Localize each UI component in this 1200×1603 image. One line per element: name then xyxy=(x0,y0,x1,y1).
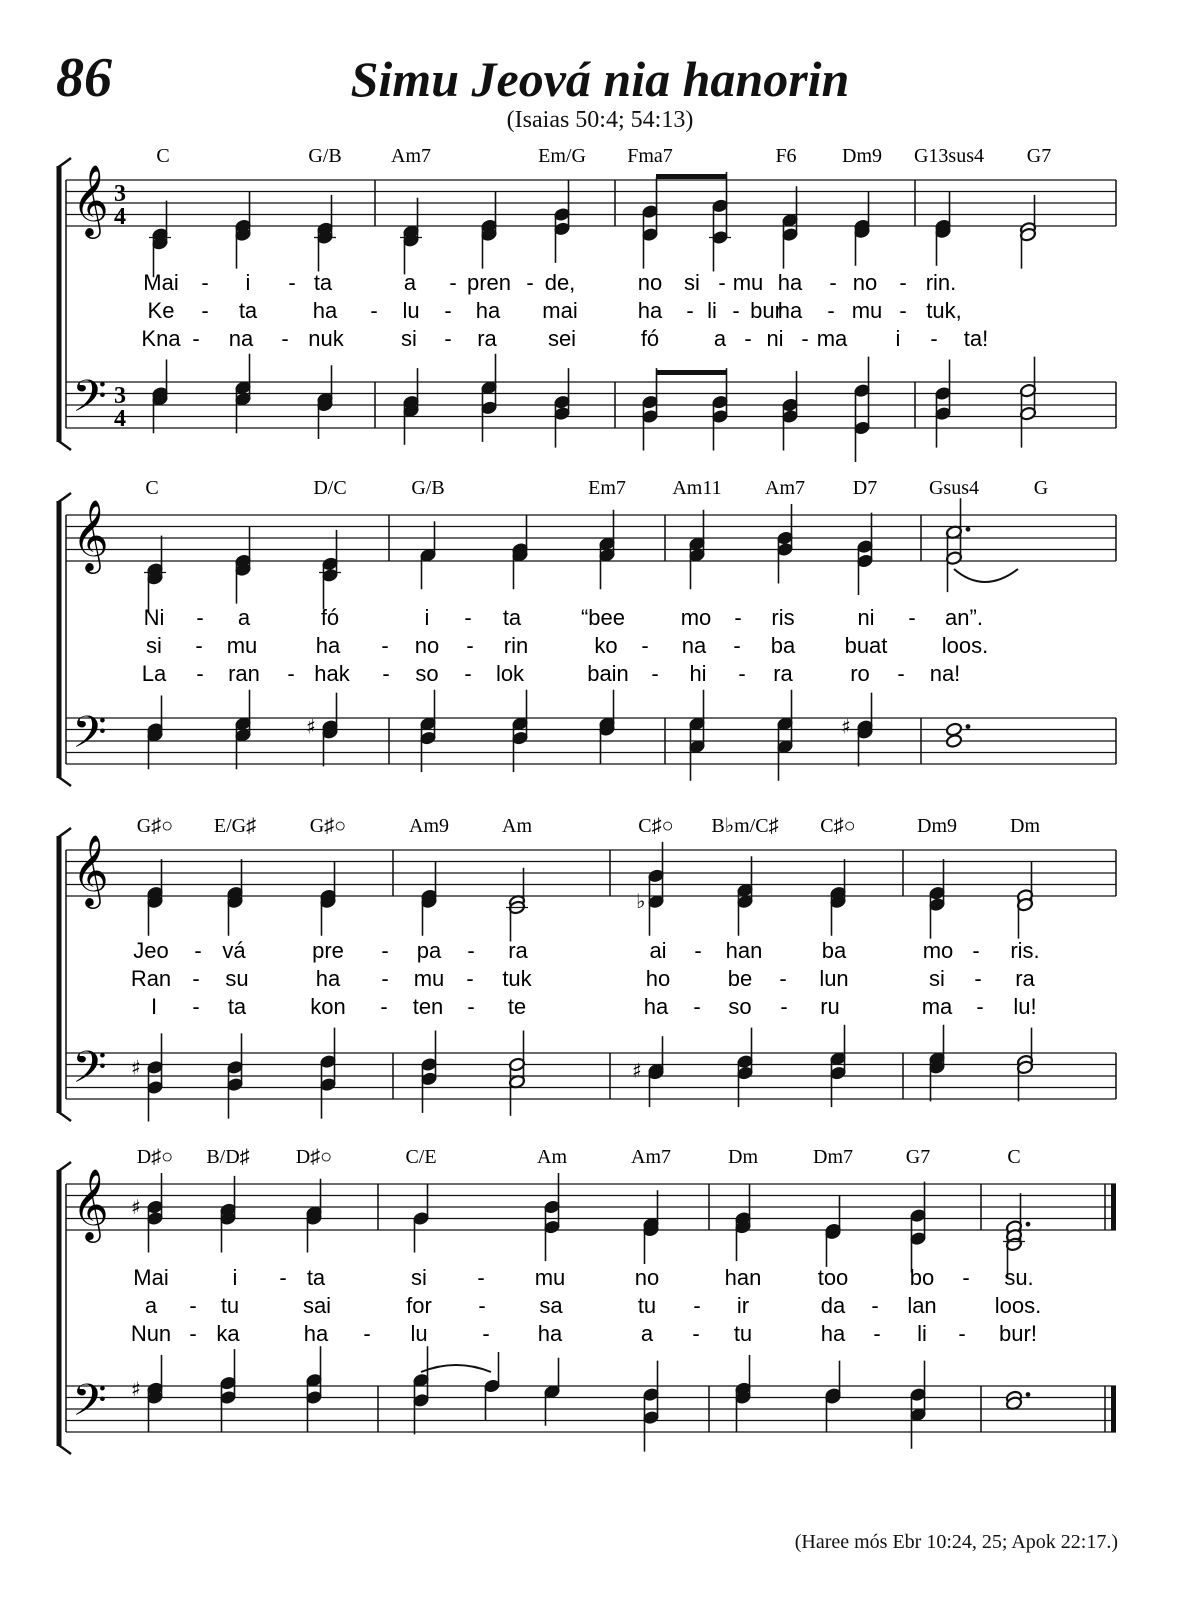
lyric-syllable: ha xyxy=(315,966,341,991)
lyric-syllable: ka xyxy=(216,1321,240,1346)
chord-symbol: Dm7 xyxy=(813,1146,853,1168)
lyric-hyphen: - xyxy=(976,994,984,1019)
lyric-syllable: hak xyxy=(314,661,350,686)
lyric-syllable: loos. xyxy=(994,1293,1042,1318)
lyric-hyphen: - xyxy=(686,298,694,323)
lyric-hyphen: - xyxy=(692,1321,700,1346)
lyric-syllable: ru xyxy=(820,994,840,1019)
chord-symbol: C♯○ xyxy=(638,815,674,837)
lyric-syllable: na xyxy=(681,633,707,658)
lyric-syllable: han xyxy=(724,1265,762,1290)
sharp-icon: ♯ xyxy=(632,1058,642,1083)
lyric-syllable: si xyxy=(684,270,700,295)
lyric-syllable: Ni xyxy=(143,605,165,630)
lyric-syllable: lu xyxy=(402,298,420,323)
bass-clef-icon: 𝄢 xyxy=(72,370,107,433)
lyric-hyphen: - xyxy=(189,1293,197,1318)
lyric-hyphen: - xyxy=(467,938,475,963)
lyric-syllable: de, xyxy=(544,270,576,295)
lyric-syllable: su xyxy=(225,966,249,991)
lyric-hyphen: - xyxy=(651,661,659,686)
lyric-syllable: sai xyxy=(302,1293,332,1318)
chord-symbol: Dm xyxy=(728,1146,758,1168)
lyric-syllable: a xyxy=(640,1321,654,1346)
song-title: Simu Jeová nia hanorin xyxy=(350,51,850,107)
augmentation-dot xyxy=(1026,1222,1031,1227)
lyric-hyphen: - xyxy=(287,661,295,686)
lyric-syllable: ta! xyxy=(963,326,989,351)
lyric-syllable: bur xyxy=(750,298,782,323)
lyric-syllable: na xyxy=(228,326,254,351)
bracket-hook xyxy=(57,776,71,786)
lyric-syllable: mo xyxy=(680,605,712,630)
lyric-syllable: “bee xyxy=(580,605,626,630)
lyric-syllable: bain xyxy=(587,661,629,686)
lyric-hyphen: - xyxy=(467,994,475,1019)
bass-clef-icon: 𝄢 xyxy=(72,706,107,769)
lyric-syllable: ha xyxy=(820,1321,846,1346)
lyric-syllable: mai xyxy=(542,298,578,323)
lyric-syllable: mo xyxy=(922,938,954,963)
lyric-syllable: lok xyxy=(495,661,525,686)
lyric-syllable: ro xyxy=(850,661,870,686)
flat-icon: ♭ xyxy=(636,888,646,913)
lyric-hyphen: - xyxy=(526,270,534,295)
lyric-hyphen: - xyxy=(779,966,787,991)
lyric-hyphen: - xyxy=(381,938,389,963)
lyric-hyphen: - xyxy=(801,326,809,351)
chord-symbol: G13sus4 xyxy=(913,145,985,167)
song-number: 86 xyxy=(56,47,112,109)
lyric-syllable: ha xyxy=(303,1321,329,1346)
chord-symbol: Dm9 xyxy=(917,815,957,837)
lyric-syllable: rin. xyxy=(925,270,957,295)
lyric-hyphen: - xyxy=(288,270,296,295)
chord-symbol: Am xyxy=(502,815,532,837)
lyric-syllable: si xyxy=(929,966,945,991)
lyric-hyphen: - xyxy=(899,270,907,295)
lyric-syllable: ta xyxy=(238,298,258,323)
lyric-syllable: ha xyxy=(777,298,803,323)
bass-clef-icon: 𝄢 xyxy=(72,1374,107,1437)
chord-symbol: C/E xyxy=(405,1146,437,1168)
lyric-hyphen: - xyxy=(196,605,204,630)
lyric-hyphen: - xyxy=(195,633,203,658)
chord-symbol: Am7 xyxy=(765,477,805,499)
chord-symbol: G/B xyxy=(308,145,342,167)
chord-symbol: Dm xyxy=(1010,815,1040,837)
chord-symbol: Em7 xyxy=(588,477,626,499)
sharp-icon: ♯ xyxy=(131,1376,141,1401)
final-barline xyxy=(1111,1386,1116,1432)
lyric-hyphen: - xyxy=(381,966,389,991)
lyric-syllable: pa xyxy=(416,938,442,963)
chord-symbol: D♯○ xyxy=(295,1146,333,1168)
treble-clef-icon: 𝄞 xyxy=(72,163,109,236)
lyric-hyphen: - xyxy=(694,938,702,963)
lyric-syllable: tu xyxy=(220,1293,240,1318)
sharp-icon: ♯ xyxy=(131,1195,141,1219)
chord-symbol: Fma7 xyxy=(627,145,673,167)
lyric-syllable: ha xyxy=(537,1321,563,1346)
lyric-syllable: ba xyxy=(770,633,796,658)
lyric-syllable: sei xyxy=(547,326,577,351)
lyric-hyphen: - xyxy=(827,298,835,323)
lyric-hyphen: - xyxy=(201,298,209,323)
lyric-syllable: kon xyxy=(310,994,346,1019)
lyric-syllable: li xyxy=(707,298,717,323)
lyric-syllable: sa xyxy=(539,1293,563,1318)
lyric-hyphen: - xyxy=(930,326,938,351)
lyric-hyphen: - xyxy=(962,1265,970,1290)
chord-symbol: Gsus4 xyxy=(928,477,980,499)
lyric-hyphen: - xyxy=(444,298,452,323)
lyric-hyphen: - xyxy=(382,661,390,686)
lyric-syllable: su. xyxy=(1004,1265,1034,1290)
lyric-hyphen: - xyxy=(279,1265,287,1290)
lyric-syllable: i xyxy=(245,270,251,295)
treble-clef-icon: 𝄞 xyxy=(72,1167,109,1240)
treble-time-signature-top: 3 xyxy=(114,181,126,207)
lyric-syllable: ko xyxy=(594,633,618,658)
lyric-syllable: fó xyxy=(640,326,660,351)
lyric-syllable: fó xyxy=(320,605,340,630)
lyric-syllable: ir xyxy=(736,1293,750,1318)
lyric-syllable: mu xyxy=(534,1265,566,1290)
footer-references: (Haree mós Ebr 10:24, 25; Apok 22:17.) xyxy=(794,1531,1118,1553)
lyric-syllable: a xyxy=(144,1293,158,1318)
lyric-hyphen: - xyxy=(899,298,907,323)
lyric-syllable: ha xyxy=(475,298,501,323)
lyric-syllable: Jeo xyxy=(133,938,169,963)
beam xyxy=(656,174,726,179)
lyric-syllable: a xyxy=(237,605,251,630)
treble-clef-icon: 𝄞 xyxy=(72,498,109,571)
lyric-syllable: for xyxy=(406,1293,432,1318)
chord-symbol: G♯○ xyxy=(136,815,174,837)
lyric-syllable: hi xyxy=(689,661,707,686)
lyric-syllable: tu xyxy=(637,1293,657,1318)
lyric-hyphen: - xyxy=(192,966,200,991)
lyric-syllable: Mai xyxy=(133,1265,169,1290)
lyric-hyphen: - xyxy=(718,270,726,295)
lyric-syllable: ha xyxy=(312,298,338,323)
lyric-hyphen: - xyxy=(972,938,980,963)
tie xyxy=(954,569,1018,582)
chord-symbol: D♯○ xyxy=(136,1146,174,1168)
lyric-syllable: nuk xyxy=(308,326,344,351)
lyric-syllable: ni xyxy=(766,326,784,351)
chord-symbol: Am xyxy=(537,1146,567,1168)
lyric-syllable: mu xyxy=(732,270,764,295)
lyric-hyphen: - xyxy=(478,1293,486,1318)
lyric-hyphen: - xyxy=(871,1293,879,1318)
lyric-hyphen: - xyxy=(477,1265,485,1290)
chord-symbol: E/G♯ xyxy=(213,815,257,837)
lyric-hyphen: - xyxy=(466,966,474,991)
chord-symbol: C♯○ xyxy=(820,815,856,837)
lyric-hyphen: - xyxy=(908,605,916,630)
lyric-syllable: i xyxy=(232,1265,238,1290)
lyric-syllable: rin xyxy=(503,633,529,658)
lyric-syllable: ten xyxy=(412,994,444,1019)
sharp-icon: ♯ xyxy=(306,714,316,739)
lyric-syllable: no xyxy=(634,1265,660,1290)
lyric-hyphen: - xyxy=(444,326,452,351)
lyric-syllable: loos. xyxy=(941,633,989,658)
lyric-syllable: li xyxy=(917,1321,927,1346)
bracket-hook xyxy=(57,440,71,450)
lyric-hyphen: - xyxy=(734,605,742,630)
lyric-syllable: ha xyxy=(315,633,341,658)
augmentation-dot xyxy=(1026,1392,1031,1397)
lyric-hyphen: - xyxy=(370,298,378,323)
lyric-hyphen: - xyxy=(192,326,200,351)
chord-symbol: Am11 xyxy=(672,477,722,499)
lyric-hyphen: - xyxy=(733,633,741,658)
bass-clef-icon: 𝄢 xyxy=(72,1041,107,1104)
lyric-syllable: te xyxy=(507,994,527,1019)
lyric-hyphen: - xyxy=(873,1321,881,1346)
lyric-syllable: pren xyxy=(466,270,512,295)
lyric-syllable: a xyxy=(403,270,417,295)
bracket-hook xyxy=(57,158,71,168)
lyric-hyphen: - xyxy=(732,298,740,323)
beam xyxy=(656,370,726,375)
notehead xyxy=(945,734,962,749)
lyric-hyphen: - xyxy=(482,1321,490,1346)
lyric-hyphen: - xyxy=(281,326,289,351)
lyric-syllable: bo xyxy=(909,1265,935,1290)
chord-symbol: G7 xyxy=(905,1146,931,1168)
lyric-syllable: buat xyxy=(844,633,888,658)
sharp-icon: ♯ xyxy=(131,1055,141,1080)
lyric-syllable: ma xyxy=(816,326,848,351)
lyric-syllable: ha xyxy=(637,298,663,323)
lyric-syllable: tu xyxy=(733,1321,753,1346)
chord-symbol: C xyxy=(156,145,170,167)
lyric-hyphen: - xyxy=(780,994,788,1019)
lyric-syllable: tuk, xyxy=(926,298,962,323)
lyric-syllable: ran xyxy=(228,661,260,686)
lyric-hyphen: - xyxy=(829,270,837,295)
lyric-hyphen: - xyxy=(196,661,204,686)
lyric-syllable: na! xyxy=(929,661,961,686)
bracket-hook xyxy=(57,1162,71,1172)
bass-time-signature-top: 3 xyxy=(114,383,126,409)
lyric-syllable: si xyxy=(401,326,417,351)
bracket-hook xyxy=(57,493,71,503)
lyric-syllable: si xyxy=(411,1265,427,1290)
lyric-syllable: so xyxy=(415,661,439,686)
lyric-syllable: Kna xyxy=(141,326,181,351)
sharp-icon: ♯ xyxy=(841,714,851,739)
bracket-hook xyxy=(57,1111,71,1121)
chord-symbol: C xyxy=(145,477,159,499)
lyric-hyphen: - xyxy=(974,966,982,991)
lyric-syllable: no xyxy=(852,270,878,295)
chord-symbol: G7 xyxy=(1026,145,1052,167)
lyric-hyphen: - xyxy=(738,661,746,686)
lyric-syllable: ra xyxy=(773,661,793,686)
lyric-hyphen: - xyxy=(449,270,457,295)
lyric-syllable: da xyxy=(820,1293,846,1318)
lyric-syllable: ma xyxy=(921,994,953,1019)
lyric-hyphen: - xyxy=(641,633,649,658)
chord-symbol: Dm9 xyxy=(842,145,882,167)
lyric-syllable: Ke xyxy=(147,298,175,323)
lyric-hyphen: - xyxy=(201,270,209,295)
lyric-syllable: si xyxy=(146,633,162,658)
lyric-syllable: an”. xyxy=(945,605,983,630)
lyric-syllable: i xyxy=(424,605,430,630)
lyric-syllable: lu! xyxy=(1013,994,1037,1019)
treble-time-signature-bottom: 4 xyxy=(114,204,126,230)
lyric-hyphen: - xyxy=(897,661,905,686)
chord-symbol: Am7 xyxy=(631,1146,671,1168)
lyric-syllable: be xyxy=(727,966,753,991)
lyric-syllable: ris. xyxy=(1010,938,1040,963)
chord-symbol: D7 xyxy=(852,477,878,499)
lyric-hyphen: - xyxy=(189,1321,197,1346)
bracket-hook xyxy=(57,1444,71,1454)
lyric-hyphen: - xyxy=(380,994,388,1019)
lyric-syllable: ta xyxy=(502,605,522,630)
lyric-syllable: no xyxy=(414,633,440,658)
lyric-syllable: ha xyxy=(643,994,669,1019)
lyric-syllable: no xyxy=(637,270,663,295)
lyric-syllable: han xyxy=(725,938,763,963)
lyric-syllable: lu xyxy=(410,1321,428,1346)
chord-symbol: G♯○ xyxy=(309,815,347,837)
lyric-syllable: La xyxy=(141,661,167,686)
lyric-syllable: Ran xyxy=(130,966,172,991)
chord-symbol: Em/G xyxy=(538,145,586,167)
lyric-hyphen: - xyxy=(194,938,202,963)
chord-symbol: Am7 xyxy=(391,145,431,167)
slur xyxy=(421,1365,491,1372)
lyric-syllable: ha xyxy=(777,270,803,295)
lyric-hyphen: - xyxy=(464,605,472,630)
lyric-syllable: mu xyxy=(851,298,883,323)
lyric-hyphen: - xyxy=(466,633,474,658)
lyric-syllable: too xyxy=(817,1265,849,1290)
lyric-syllable: mu xyxy=(413,966,445,991)
lyric-syllable: I xyxy=(150,994,158,1019)
lyric-hyphen: - xyxy=(693,994,701,1019)
lyric-hyphen: - xyxy=(381,633,389,658)
lyric-hyphen: - xyxy=(363,1321,371,1346)
lyric-syllable: ta xyxy=(227,994,247,1019)
lyric-syllable: i xyxy=(895,326,901,351)
lyric-syllable: ai xyxy=(649,938,667,963)
bracket-hook xyxy=(57,828,71,838)
treble-clef-icon: 𝄞 xyxy=(72,833,109,906)
lyric-syllable: so xyxy=(728,994,752,1019)
chord-symbol: Am9 xyxy=(409,815,449,837)
lyric-hyphen: - xyxy=(192,994,200,1019)
lyric-syllable: ta xyxy=(306,1265,326,1290)
chord-symbol: F6 xyxy=(775,145,797,167)
lyric-syllable: Nun xyxy=(130,1321,172,1346)
bass-time-signature-bottom: 4 xyxy=(114,406,126,432)
lyric-syllable: ra xyxy=(477,326,497,351)
lyric-syllable: ni xyxy=(857,605,875,630)
lyric-syllable: ra xyxy=(1015,966,1035,991)
lyric-hyphen: - xyxy=(693,1293,701,1318)
lyric-hyphen: - xyxy=(744,326,752,351)
scripture-reference: (Isaias 50:4; 54:13) xyxy=(506,107,694,133)
lyric-syllable: ba xyxy=(821,938,847,963)
lyric-syllable: pre xyxy=(312,938,344,963)
lyric-syllable: tuk xyxy=(502,966,532,991)
augmentation-dot xyxy=(966,527,971,532)
augmentation-dot xyxy=(966,724,971,729)
lyric-hyphen: - xyxy=(464,661,472,686)
chord-symbol: B♭m/C♯ xyxy=(711,815,779,837)
lyric-syllable: mu xyxy=(226,633,258,658)
final-barline xyxy=(1111,1184,1116,1230)
chord-symbol: G xyxy=(1033,477,1049,499)
chord-symbol: C xyxy=(1007,1146,1021,1168)
lyric-syllable: lun xyxy=(819,966,849,991)
lyric-syllable: ta xyxy=(313,270,333,295)
chord-symbol: D/C xyxy=(313,477,347,499)
lyric-hyphen: - xyxy=(958,1321,966,1346)
lyric-syllable: bur! xyxy=(999,1321,1037,1346)
lyric-syllable: vá xyxy=(222,938,246,963)
chord-symbol: G/B xyxy=(411,477,445,499)
lyric-syllable: ra xyxy=(508,938,528,963)
lyric-syllable: a xyxy=(713,326,727,351)
lyric-syllable: lan xyxy=(907,1293,937,1318)
lyric-syllable: Mai xyxy=(143,270,179,295)
lyric-syllable: ho xyxy=(645,966,671,991)
lyric-syllable: ris xyxy=(771,605,795,630)
chord-symbol: B/D♯ xyxy=(206,1146,250,1168)
